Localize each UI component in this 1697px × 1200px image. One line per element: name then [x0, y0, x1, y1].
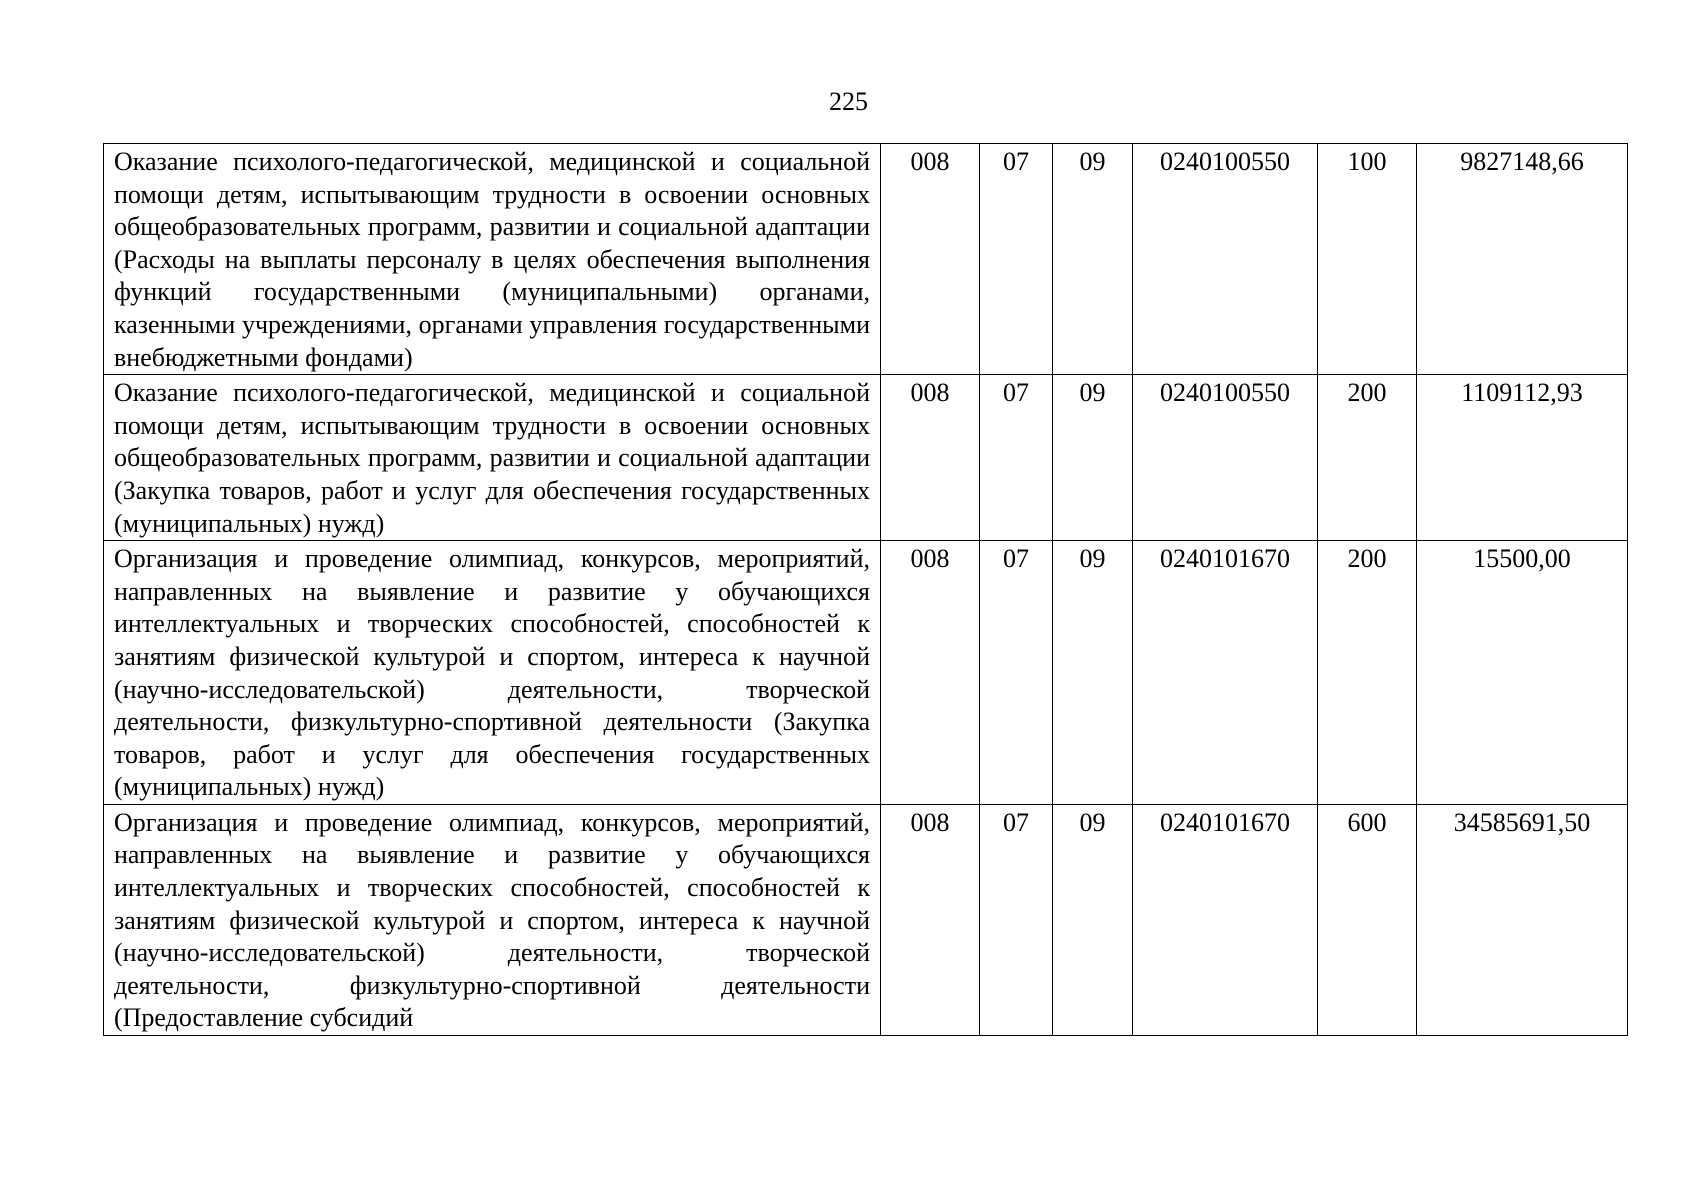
- target-article-cell: 0240100550: [1133, 144, 1318, 375]
- description-cell: Организация и проведение олимпиад, конкурсов, мероприятий, направленных на выявление и развитие у обучающихся интеллектуальных и творческих способностей, способностей к занятиям физической культурой и спортом, интереса к научной (научно-исследовательской) деятельности, творческой деятельности, физкультурно-спортивной деятельности (Закупка товаров, работ и услуг для обеспечения государственных (муниципальных) нужд): [104, 541, 881, 805]
- section-code-cell: 07: [980, 804, 1053, 1035]
- expense-type-cell: 600: [1318, 804, 1417, 1035]
- target-article-cell: 0240101670: [1133, 541, 1318, 805]
- subsection-code-cell: 09: [1053, 144, 1133, 375]
- amount-cell: 9827148,66: [1417, 144, 1628, 375]
- subsection-code-cell: 09: [1053, 541, 1133, 805]
- section-code-cell: 07: [980, 375, 1053, 541]
- table-row: [104, 375, 1628, 541]
- budget-table: [103, 143, 1628, 1036]
- subsection-code-cell: 09: [1053, 375, 1133, 541]
- amount-cell: 15500,00: [1417, 541, 1628, 805]
- table-row: [104, 144, 1628, 375]
- ministry-code-cell: 008: [881, 804, 980, 1035]
- target-article-cell: 0240100550: [1133, 375, 1318, 541]
- amount-cell: 1109112,93: [1417, 375, 1628, 541]
- ministry-code-cell: 008: [881, 144, 980, 375]
- section-code-cell: 07: [980, 541, 1053, 805]
- ministry-code-cell: 008: [881, 541, 980, 805]
- description-cell: Оказание психолого-педагогической, медицинской и социальной помощи детям, испытывающим трудности в освоении основных общеобразовательных программ, развитии и социальной адаптации (Расходы на выплаты персоналу в целях обеспечения выполнения функций государственными (муниципальными) органами, казенными учреждениями, органами управления государственными внебюджетными фондами): [104, 144, 881, 375]
- table-row: [104, 804, 1628, 1035]
- section-code-cell: 07: [980, 144, 1053, 375]
- ministry-code-cell: 008: [881, 375, 980, 541]
- expense-type-cell: 200: [1318, 541, 1417, 805]
- description-text: Организация и проведение олимпиад, конкурсов, мероприятий, направленных на выявление и развитие у обучающихся интеллектуальных и творческих способностей, способностей к занятиям физической культурой и спортом, интереса к научной (научно-исследовательской) деятельности, творческой деятельности, физкультурно-спортивной деятельности (Предоставление субсидий: [114, 807, 870, 1033]
- target-article-cell: 0240101670: [1133, 804, 1318, 1035]
- table-row: [104, 541, 1628, 805]
- page-number: 225: [829, 87, 868, 116]
- expense-type-cell: 200: [1318, 375, 1417, 541]
- amount-cell: 34585691,50: [1417, 804, 1628, 1035]
- expense-type-cell: 100: [1318, 144, 1417, 375]
- description-cell: [104, 804, 881, 1035]
- subsection-code-cell: 09: [1053, 804, 1133, 1035]
- description-cell: Оказание психолого-педагогической, медицинской и социальной помощи детям, испытывающим трудности в освоении основных общеобразовательных программ, развитии и социальной адаптации (Закупка товаров, работ и услуг для обеспечения государственных (муниципальных) нужд): [104, 375, 881, 541]
